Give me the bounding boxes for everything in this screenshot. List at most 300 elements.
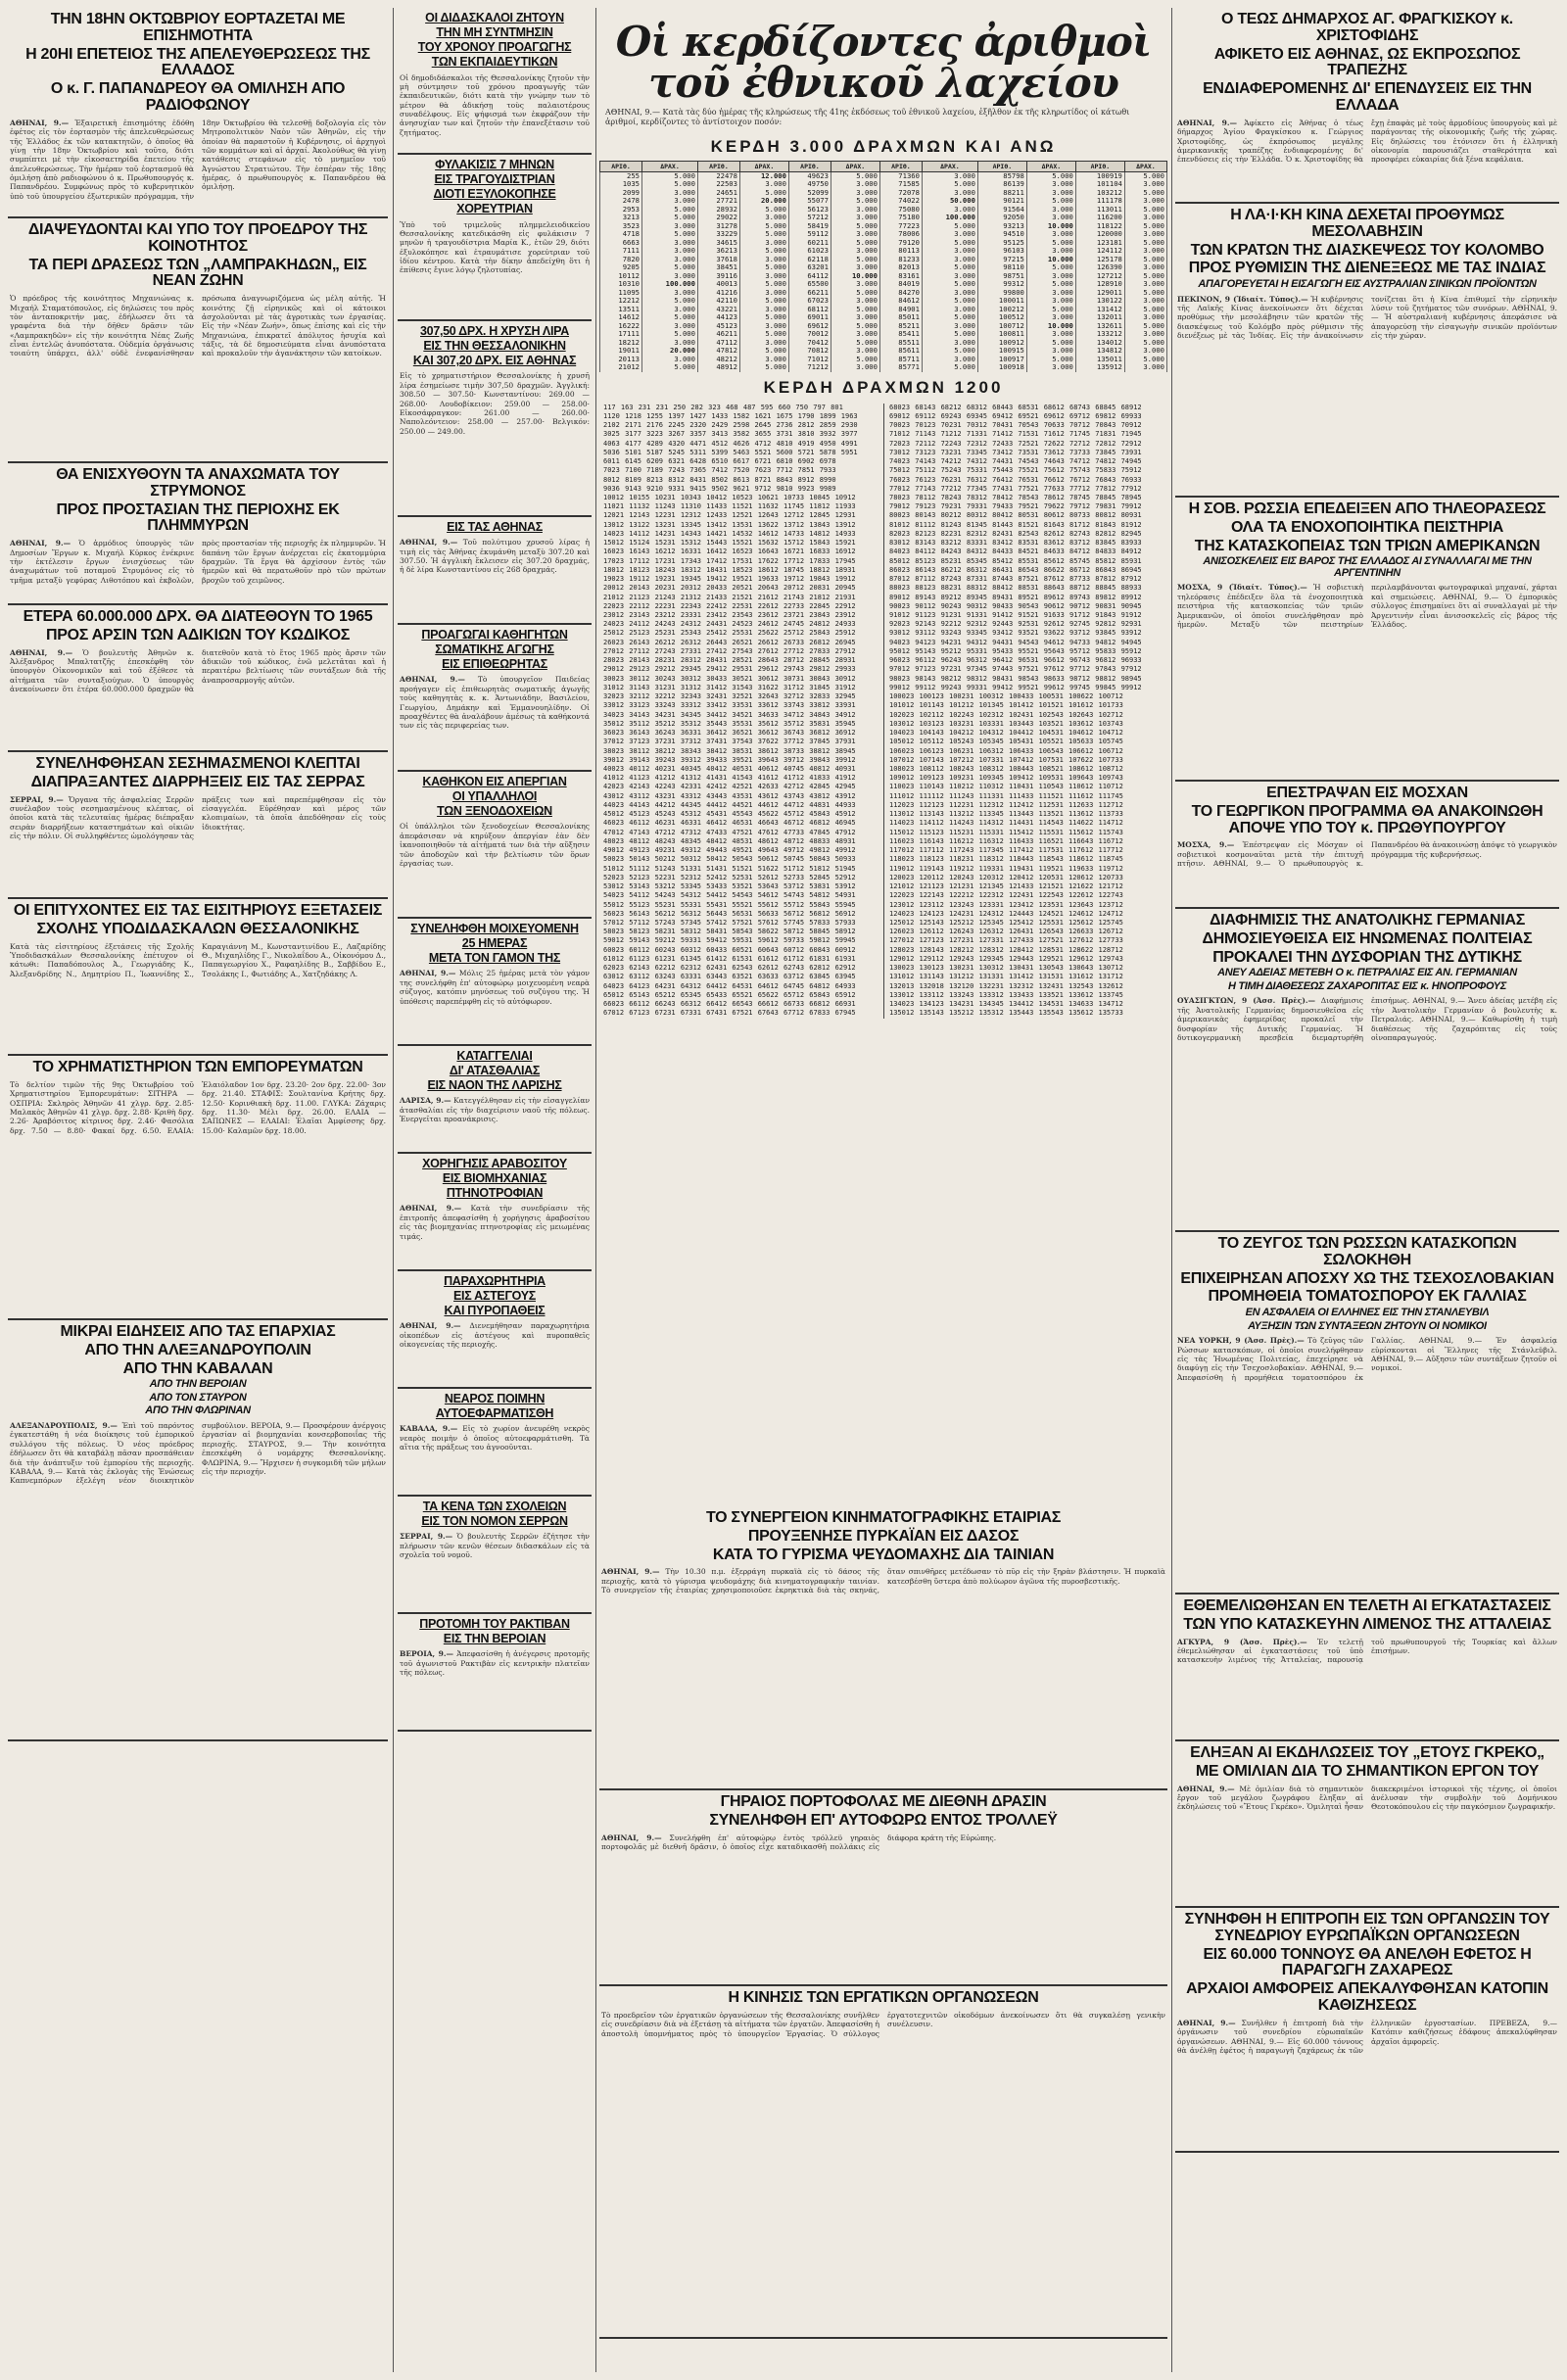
winning-numbers-line: 10012 10155 10231 10343 10412 10523 10621 10733 10845 10912 — [603, 493, 856, 501]
ticket-number: 71585 — [879, 180, 922, 188]
prize-amount: 3.000 — [922, 322, 977, 330]
prize-amount: 5.000 — [922, 297, 977, 305]
prize-amount: 3.000 — [922, 356, 977, 363]
winning-numbers-line: 19023 19112 19231 19345 19412 19521 19633 19712 19843 19912 — [603, 575, 856, 584]
article-body — [1177, 2019, 1557, 2056]
winning-numbers-line: 125012 125143 125212 125345 125412 125531 125612 125745 — [889, 918, 1123, 927]
prize-amount: 3.000 — [1124, 313, 1166, 321]
winning-numbers-line: 97012 97123 97231 97345 97443 97521 97612 97712 97843 97912 — [889, 665, 1142, 674]
winning-numbers-line: 100023 100123 100231 100312 100433 100531 100622 100712 — [889, 692, 1123, 701]
winning-numbers-line: 93012 93112 93243 93345 93412 93521 93622 93712 93845 93912 — [889, 629, 1142, 638]
article-subheadline: ΕΙΣ ΑΣΤΕΓΟΥΣ — [453, 1289, 536, 1304]
article-text: Οἱ ὑπάλληλοι τῶν ξενοδοχείων Θεσσαλονίκης ἀπεφάσισαν νὰ κηρύξουν ἀπεργίαν ἐὰν δὲν ἱκανοποιηθοῦν τὰ αἰτήματά των διὰ τὴν αὔξησιν τῶν ἀποδοχῶν καὶ τὴν βελτίωσιν τῶν ὅρων ἐργασίας των. — [400, 822, 590, 868]
winning-numbers-line: 135012 135143 135212 135312 135443 135543 135612 135733 — [889, 1009, 1123, 1018]
ticket-number: 100811 — [977, 330, 1026, 338]
ticket-number: 129011 — [1075, 289, 1124, 297]
winning-numbers-line: 55012 55123 55231 55331 55431 55521 55612 55712 55843 55945 — [603, 900, 856, 909]
article-subheadline: ΑΠΟ ΤΗΝ ΒΕΡΟΙΑΝ — [149, 1378, 247, 1391]
prize-amount: 50.000 — [922, 197, 977, 205]
prize-amount: 3.000 — [1026, 313, 1075, 321]
article-body — [1177, 119, 1557, 165]
winning-numbers-line: 46023 46112 46231 46331 46412 46531 46643 46712 46812 46945 — [603, 819, 856, 828]
article-subheadline: ΕΙΣ ΒΙΟΜΗΧΑΝΙΑΣ — [442, 1171, 547, 1186]
article-subheadline: ΑΡΧΑΙΟΙ ΑΜΦΟΡΕΙΣ ΑΠΕΚΑΛΥΦΘΗΣΑΝ ΚΑΤΟΠΙΝ ΚΑΘΙΖΗΣΕΩΣ — [1186, 1980, 1548, 2014]
winning-numbers-line: 29012 29123 29212 29345 29412 29531 29612 29743 29812 29933 — [603, 665, 856, 674]
ticket-number: 2099 — [600, 189, 642, 197]
prize-amount: 10.000 — [1026, 322, 1075, 330]
article-subheadline: 25 ΗΜΕΡΑΣ — [461, 936, 528, 951]
prize-amount: 3.000 — [739, 322, 788, 330]
prizes-col-header: ΔΡΑΧ. — [922, 162, 977, 172]
winning-numbers-line: 133012 133112 133243 133312 133433 133521 133612 133745 — [889, 990, 1123, 999]
ticket-number: 64112 — [788, 272, 831, 280]
winning-numbers-line: 111012 111112 111243 111331 111433 111521 111612 111745 — [889, 791, 1123, 800]
article-subheadline: Η 20ΗΙ ΕΠΕΤΕΙΟΣ ΤΗΣ ΑΠΕΛΕΥΘΕΡΩΣΕΩΣ ΤΗΣ ΕΛΛΑΔΟΣ — [25, 45, 370, 79]
prize-amount: 5.000 — [831, 172, 879, 181]
winning-numbers-line: 4063 4177 4289 4320 4471 4512 4626 4712 4810 4919 4950 4991 — [603, 439, 858, 448]
ticket-number: 68112 — [788, 306, 831, 313]
news-article — [398, 321, 592, 517]
prize-amount: 3.000 — [1026, 206, 1075, 214]
ticket-number: 72078 — [879, 189, 922, 197]
prize-amount: 5.000 — [642, 180, 698, 188]
article-body — [10, 294, 386, 358]
article-text: Κατὰ τὰς εἰσιτηρίους ἐξετάσεις τῆς Σχολῆς Ὑποδιδασκάλων Θεσσαλονίκης ἐπέτυχον οἱ κάτωθι: Παπαδόπουλος Ἀ., Γεωργιάδης Κ., Ἀλεξανδρίδης Ν., Δημητρίου Π., Ἰωαννίδης Σ., Καραγιάννη Μ., Κωνσταντινίδου Ε., Λαζαρίδης Θ., Μιχαηλίδης Γ., Νικολαΐδου Α., Οἰκονόμου Δ., Παπαγεωργίου Χ., Ραφαηλίδης Β., Σαββίδου Ε., Τσολάκης Ι., Φωτιάδης Α., Χατζηδάκης Λ. — [10, 941, 386, 978]
ticket-number: 90121 — [977, 197, 1026, 205]
article-headline: ΕΛΗΞΑΝ ΑΙ ΕΚΔΗΛΩΣΕΙΣ ΤΟΥ „ΕΤΟΥΣ ΓΚΡΕΚΟ„ — [1190, 1744, 1544, 1761]
article-headline: ΤΑ ΚΕΝΑ ΤΩΝ ΣΧΟΛΕΙΩΝ — [422, 1499, 567, 1513]
winning-numbers-line: 53012 53143 53212 53345 53433 53521 53643 53712 53831 53912 — [603, 882, 856, 891]
prizes-table-header — [600, 162, 1167, 172]
winning-numbers-line: 1120 1218 1255 1397 1427 1433 1582 1621 1675 1790 1899 1963 — [603, 411, 858, 420]
lottery-section-title: ΚΕΡΔΗ 3.000 ΔΡΑΧΜΩΝ ΚΑΙ ΑΝΩ — [710, 137, 1057, 156]
winning-numbers-line: 58023 58123 58231 58312 58431 58543 58622 58712 58845 58912 — [603, 928, 856, 936]
winning-numbers-line: 105012 105112 105243 105345 105431 105521 105633 105745 — [889, 738, 1123, 746]
prize-amount: 3.000 — [1026, 297, 1075, 305]
article-headline: ΚΑΤΑΓΓΕΛΙΑΙ — [456, 1049, 533, 1063]
news-article — [398, 1046, 592, 1154]
article-subheadline: ΟΛΑ ΤΑ ΕΝΟΧΟΠΟΙΗΤΙΚΑ ΠΕΙΣΤΗΡΙΑ — [1230, 518, 1504, 536]
news-article — [398, 155, 592, 321]
prize-amount: 3.000 — [831, 214, 879, 221]
winning-numbers-line: 13012 13122 13231 13345 13412 13531 13622 13712 13843 13912 — [603, 520, 856, 529]
article-body — [400, 969, 590, 1006]
article-subheadline: ΔΙΟΤΙ ΕΞΥΛΟΚΟΠΗΣΕ — [433, 187, 556, 202]
column-2 — [398, 8, 592, 2372]
article-headline: ΜΙΚΡΑΙ ΕΙΔΗΣΕΙΣ ΑΠΟ ΤΑΣ ΕΠΑΡΧΙΑΣ — [60, 1323, 336, 1340]
ticket-number: 69612 — [788, 322, 831, 330]
prize-amount: 3.000 — [922, 272, 977, 280]
winning-numbers-line: 128023 128143 128212 128312 128412 128531 128622 128712 — [889, 945, 1123, 954]
ticket-number: 85611 — [879, 347, 922, 355]
winning-numbers-line: 48023 48112 48243 48345 48412 48531 48612 48712 48833 48931 — [603, 836, 856, 845]
prize-amount: 5.000 — [831, 306, 879, 313]
news-article — [8, 1320, 388, 1741]
lottery-intro: ΑΘΗΝΑΙ, 9.— Κατὰ τὰς δύο ἡμέρας τῆς κληρώσεως τῆς 41ης ἐκδόσεως τοῦ ἐθνικοῦ λαχείου, ἐξῆλθον ἐκ τῆς κληρωτίδος οἱ κάτωθι ἀριθμοί, κερδίζοντες τὸ ἀντίστοιχον ποσόν: — [605, 108, 1130, 126]
article-dateline: ΜΟΣΧΑ, 9 (Ἰδιαίτ. Τύπος).— — [1177, 583, 1307, 593]
prize-amount: 3.000 — [831, 263, 879, 271]
ticket-number: 12212 — [600, 297, 642, 305]
lottery-masthead: Οἱ κερδίζοντες ἀριθμοὶ τοῦ ἐθνικοῦ λαχείου — [615, 18, 1152, 107]
article-text: Ἐν τελετῇ ἐθεμελιώθησαν αἱ ἐγκαταστάσεις τοῦ ὑπὸ κατασκευὴν λιμένος τῆς Ἀτταλείας, παρουσίᾳ τοῦ πρωθυπουργοῦ τῆς Τουρκίας καὶ ἄλλων ἐπισήμων. — [1177, 1637, 1557, 1665]
prize-amount: 3.000 — [1026, 247, 1075, 255]
ticket-number: 113011 — [1075, 206, 1124, 214]
article-body — [400, 1096, 590, 1123]
article-body — [10, 1421, 386, 1486]
article-dateline: ΝΕΑ ΥΟΡΚΗ, 9 (Ἀσσ. Πρὲς).— — [1177, 1336, 1305, 1346]
prize-amount: 5.000 — [1124, 322, 1166, 330]
ticket-number: 58419 — [788, 222, 831, 230]
article-text: Ἀφίκετο εἰς Ἀθήνας ὁ τέως δήμαρχος Ἁγίου Φραγκίσκου κ. Γεώργιος Χριστοφίδης, ὡς ἐκπρόσωπος μεγάλης ἀμερικανικῆς τραπέζης ἐνδιαφερομένης δι' ἐπενδύσεις εἰς τὴν Ἑλλάδα. Ὁ κ. Χριστοφίδης θὰ ἔχῃ ἐπαφὰς μὲ τοὺς ἁρμοδίους ὑπουργοὺς καὶ μὲ παράγοντας τῆς οἰκονομικῆς ζωῆς τῆς χώρας. Εἰς δηλώσεις του ἐτόνισεν ὅτι ἡ ἑλληνικὴ οἰκονομία παρουσιάζει σταθερότητα καὶ προσφέρει εὐκαιρίας διὰ ξένα κεφάλαια. — [1177, 118, 1557, 165]
ticket-number: 45123 — [697, 322, 739, 330]
winning-numbers-line: 59012 59143 59212 59331 59412 59531 59612 59733 59812 59945 — [603, 936, 856, 945]
winning-numbers-line: 74023 74143 74212 74312 74431 74543 74643 74712 74812 74945 — [889, 457, 1142, 466]
prize-amount: 3.000 — [642, 272, 698, 280]
article-dateline: ΑΘΗΝΑΙ, 9.— — [10, 118, 70, 127]
prize-amount: 5.000 — [739, 222, 788, 230]
prize-amount: 5.000 — [922, 239, 977, 247]
ticket-number: 84019 — [879, 280, 922, 288]
article-headline: ΣΥΝΗΦΘΗ Η ΕΠΙΤΡΟΠΗ ΕΙΣ ΤΩΝ ΟΡΓΑΝΩΣΙΝ ΤΟΥ ΣΥΝΕΔΡΙΟΥ ΕΥΡΩΠΑΪΚΩΝ ΟΡΓΑΝΩΣΕΩΝ — [1184, 1911, 1550, 1944]
article-headline: ΤΟ ΖΕΥΓΟΣ ΤΩΝ ΡΩΣΣΩΝ ΚΑΤΑΣΚΟΠΩΝ ΣΩΛΟΚΗΘΗ — [1217, 1235, 1517, 1268]
winning-numbers-line: 31012 31143 31231 31312 31412 31543 31622 31712 31845 31912 — [603, 683, 856, 691]
ticket-number: 82013 — [879, 263, 922, 271]
ticket-number: 120000 — [1075, 230, 1124, 238]
ticket-number: 70012 — [788, 330, 831, 338]
winning-numbers-line: 34023 34143 34231 34345 34412 34521 34633 34712 34843 34912 — [603, 710, 856, 719]
ticket-number: 37618 — [697, 256, 739, 263]
article-subheadline: ΚΑΤΑ ΤΟ ΓΥΡΙΣΜΑ ΨΕΥΔΟΜΑΧΗΣ ΔΙΑ ΤΑΙΝΙΑΝ — [712, 1546, 1055, 1563]
ticket-number: 31278 — [697, 222, 739, 230]
ticket-number: 91564 — [977, 206, 1026, 214]
article-text: Ἡ κυβέρνησις τῆς Λαϊκῆς Κίνας ἀνεκοίνωσεν ὅτι δέχεται προθύμως τὴν μεσολάβησιν τῶν κρατῶν τῆς διασκέψεως τοῦ Κολόμβο πρὸς ρύθμισιν τῆς διενέξεως μὲ τὰς Ἰνδίας. Εἰς τὴν ἀνακοίνωσιν τονίζεται ὅτι ἡ Κίνα ἐπιθυμεῖ τὴν εἰρηνικὴν λύσιν τοῦ ζητήματος τῶν συνόρων. ΑΘΗΝΑΙ, 9.— Ἡ αὐστραλιανὴ κυβέρνησις ἀπεφάσισε νὰ ἀπαγορεύσῃ τὴν εἰσαγωγὴν σινικῶν προϊόντων εἰς τὴν χώραν. — [1177, 294, 1557, 341]
article-text: Συνῆλθεν ἡ ἐπιτροπὴ διὰ τὴν ὀργάνωσιν τοῦ συνεδρίου εὐρωπαϊκῶν ὀργανώσεων. ΑΘΗΝΑΙ, 9.— Εἰς 60.000 τόννους θὰ ἀνέλθῃ ἐφέτος ἡ παραγωγὴ ζαχάρεως ἐκ τῶν ἑλληνικῶν ἐργοστασίων. ΠΡΕΒΕΖΑ, 9.— Κατόπιν καθιζήσεως ἐδάφους ἀπεκαλύφθησαν ἀρχαῖοι ἀμφορεῖς. — [1177, 2018, 1557, 2055]
news-article — [1175, 1232, 1559, 1595]
winning-numbers-line: 40023 40112 40231 40345 40412 40531 40612 40745 40812 40931 — [603, 765, 856, 773]
prize-amount: 5.000 — [739, 363, 788, 371]
winning-numbers-line: 124023 124123 124231 124312 124443 124521 124612 124712 — [889, 909, 1123, 918]
news-article — [1175, 909, 1559, 1232]
prize-amount: 5.000 — [831, 339, 879, 347]
winning-numbers-line: 62023 62143 62212 62312 62431 62543 62612 62743 62812 62912 — [603, 964, 856, 973]
winning-numbers-line: 27012 27112 27243 27331 27412 27543 27612 27712 27833 27912 — [603, 646, 856, 655]
article-text: Οἱ δημοδιδάσκαλοι τῆς Θεσσαλονίκης ζητοῦν τὴν μὴ σύντμησιν τοῦ χρόνου προαγωγῆς τῶν ἐκπαιδευτικῶν, διότι κατὰ τὴν γνώμην των τὸ μέτρον θὰ ἀδικήσῃ τοὺς παλαιοτέρους συναδέλφους. Εἰς ψήφισμά των ἐκφράζουν τὴν ἀνησυχίαν των καὶ ζητοῦν τὴν ἐπανεξέτασιν τοῦ ζητήματος. — [400, 72, 590, 137]
winning-numbers-line: 79012 79123 79231 79331 79433 79521 79622 79712 79831 79912 — [889, 502, 1142, 511]
ticket-number: 10310 — [600, 280, 642, 288]
ticket-number: 75080 — [879, 206, 922, 214]
winning-numbers-line: 30023 30112 30243 30312 30433 30521 30612 30731 30843 30912 — [603, 674, 856, 683]
winning-numbers-line: 101012 101143 101212 101345 101412 101521 101612 101733 — [889, 701, 1123, 710]
ticket-number: 135011 — [1075, 356, 1124, 363]
prize-amount: 3.000 — [642, 197, 698, 205]
article-body — [400, 220, 590, 275]
winning-numbers-line: 96023 96112 96243 96312 96412 96531 96612 96743 96812 96933 — [889, 656, 1142, 665]
ticket-number: 17111 — [600, 330, 642, 338]
winning-numbers-line: 67012 67123 67231 67331 67431 67521 67643 67712 67833 67945 — [603, 1009, 856, 1018]
prizes-col-header: ΑΡΙΘ. — [600, 162, 642, 172]
prize-amount: 3.000 — [922, 339, 977, 347]
prize-amount: 3.000 — [831, 363, 879, 371]
prize-amount: 5.000 — [831, 222, 879, 230]
winning-numbers-line: 41012 41123 41212 41312 41431 41543 41612 41712 41833 41912 — [603, 774, 856, 783]
winning-numbers-line: 24023 24112 24243 24312 24431 24523 24612 24745 24812 24933 — [603, 620, 856, 629]
winning-numbers-line: 26023 26143 26212 26312 26443 26521 26612 26733 26812 26945 — [603, 638, 856, 646]
winning-numbers-line: 95012 95143 95212 95331 95433 95521 95643 95712 95833 95912 — [889, 646, 1142, 655]
article-subheadline: Η ΤΙΜΗ ΔΙΑΘΕΣΕΩΣ ΖΑΧΑΡΟΠΙΤΑΣ ΕΙΣ κ. ΗΝΟΠΡΟΦΟΥΣ — [1227, 979, 1507, 992]
winning-numbers-line: 102023 102112 102243 102312 102431 102543 102643 102712 — [889, 710, 1123, 719]
news-article — [398, 1389, 592, 1497]
prize-amount: 20.000 — [642, 347, 698, 355]
ticket-number: 28932 — [697, 206, 739, 214]
article-body — [601, 1567, 1165, 1595]
winning-numbers-line: 68023 68143 68212 68312 68443 68531 68612 68743 68845 68912 — [889, 403, 1142, 411]
article-dateline: ΑΘΗΝΑΙ, 9.— — [400, 1204, 462, 1214]
ticket-number: 61023 — [788, 247, 831, 255]
prizes-table — [599, 161, 1167, 372]
prize-amount: 3.000 — [831, 313, 879, 321]
article-dateline: ΑΘΗΝΑΙ, 9.— — [1177, 2018, 1236, 2027]
column-1 — [8, 8, 388, 2372]
article-subheadline: ΠΡΟΚΑΛΕΙ ΤΗΝ ΔΥΣΦΟΡΙΑΝ ΤΗΣ ΔΥΤΙΚΗΣ — [1212, 948, 1522, 966]
article-headline: ΘΑ ΕΝΙΣΧΥΘΟΥΝ ΤΑ ΑΝΑΧΩΜΑΤΑ ΤΟΥ ΣΤΡΥΜΟΝΟΣ — [56, 466, 340, 500]
article-subheadline: Ο κ. Γ. ΠΑΠΑΝΔΡΕΟΥ ΘΑ ΟΜΙΛΗΣΗ ΑΠΟ ΡΑΔΙΟΦΩΝΟΥ — [50, 80, 346, 114]
article-body — [400, 1321, 590, 1349]
prize-amount: 5.000 — [831, 289, 879, 297]
article-subheadline: ΔΙ' ΑΤΑΣΘΑΛΙΑΣ — [449, 1064, 541, 1078]
winning-numbers-line: 7023 7100 7189 7243 7365 7412 7520 7623 7712 7851 7933 — [603, 466, 836, 475]
winning-numbers-line: 65012 65143 65212 65345 65433 65521 65622 65712 65843 65912 — [603, 990, 856, 999]
article-text: Ὁ ἁρμόδιος ὑπουργὸς τῶν Δημοσίων Ἔργων κ. Μιχαήλ Κύρκος ἐνέκρινε τὴν ἐκτέλεσιν ἔργων ἐνισχύσεως τῶν ἀναχωμάτων τοῦ ποταμοῦ Στρυμόνος εἰς τὸ τμῆμα μεταξὺ γεφύρας Λιθοτόπου καὶ ἐκβολῶν, πρὸς προστασίαν τῆς περιοχῆς ἐκ πλημμυρῶν. Ἡ δαπάνη τῶν ἔργων ἀνέρχεται εἰς ἑκατομμύρια δραχμῶν. Τὰ ἔργα θὰ ἀρχίσουν ἐντὸς τῶν ἡμερῶν καὶ θὰ περατωθοῦν πρὸ τῶν πρώτων βροχῶν τοῦ χειμῶνος. — [10, 539, 386, 585]
article-text: Τοῦ πολύτιμου χρυσοῦ λίρας ἡ τιμὴ εἰς τὰς Ἀθήνας ἐκυμάνθη μεταξὺ 307.20 καὶ 307.50. Ἡ ἀγγλικὴ ἔκλεισεν εἰς 307.20 δραχμάς, ἡ δὲ λίρα Κωνσταντίνου εἰς 268 δραχμάς. — [400, 538, 590, 575]
winning-numbers-line: 83012 83143 83212 83331 83412 83531 83612 83712 83845 83933 — [889, 539, 1142, 547]
prize-amount: 3.000 — [1124, 297, 1166, 305]
ticket-number: 99800 — [977, 289, 1026, 297]
prize-amount: 5.000 — [1124, 306, 1166, 313]
article-subheadline: ΑΠΟ ΤΟΝ ΣΤΑΥΡΟΝ — [149, 1391, 247, 1404]
prize-amount: 5.000 — [1026, 172, 1075, 181]
ticket-number: 2953 — [600, 206, 642, 214]
ticket-number: 79120 — [879, 239, 922, 247]
article-subheadline: ΣΥΝΕΛΗΦΘΗ ΕΠ' ΑΥΤΟΦΩΡΩ ΕΝΤΟΣ ΤΡΟΛΛΕΫ — [709, 1811, 1058, 1829]
article-subheadline: ΑΦΙΚΕΤΟ ΕΙΣ ΑΘΗΝΑΣ, ΩΣ ΕΚΠΡΟΣΩΠΟΣ ΤΡΑΠΕΖΗΣ — [1213, 45, 1521, 79]
article-subheadline: ΑΠΟ ΤΗΝ ΦΛΩΡΙΝΑΝ — [145, 1404, 251, 1417]
winning-numbers-line: 116023 116143 116212 116312 116433 116521 116643 116712 — [889, 836, 1123, 845]
news-article — [398, 919, 592, 1046]
prize-amount: 3.000 — [642, 256, 698, 263]
prize-amount: 3.000 — [922, 247, 977, 255]
winning-numbers-line: 80023 80143 80212 80312 80412 80531 80612 80733 80812 80931 — [889, 511, 1142, 520]
ticket-number: 20113 — [600, 356, 642, 363]
ticket-number: 77223 — [879, 222, 922, 230]
winning-numbers-line: 18012 18123 18243 18312 18431 18523 18612 18745 18812 18931 — [603, 565, 856, 574]
winning-numbers-line: 106023 106123 106231 106312 106433 106543 106612 106712 — [889, 746, 1123, 755]
news-article — [398, 772, 592, 919]
article-subheadline: ΠΡΟΣ ΑΡΣΙΝ ΤΩΝ ΑΔΙΚΙΩΝ ΤΟΥ ΚΩΔΙΚΟΣ — [45, 626, 351, 643]
ticket-number: 21012 — [600, 363, 642, 371]
ticket-number: 2478 — [600, 197, 642, 205]
winning-numbers-line: 72023 72112 72243 72312 72433 72521 72622 72712 72812 72912 — [889, 439, 1142, 448]
winning-numbers-line: 82023 82123 82231 82312 82431 82543 82612 82743 82812 82945 — [889, 529, 1142, 538]
winning-numbers-line: 25012 25123 25231 25343 25412 25531 25622 25712 25843 25912 — [603, 629, 856, 638]
prize-amount: 5.000 — [1124, 289, 1166, 297]
article-subheadline: ΠΡΟΣ ΡΥΘΜΙΣΙΝ ΤΗΣ ΔΙΕΝΕΞΕΩΣ ΜΕ ΤΑΣ ΙΝΔΙΑΣ — [1188, 260, 1546, 277]
news-article — [1175, 8, 1559, 204]
prize-amount: 3.000 — [1124, 247, 1166, 255]
winning-numbers-line: 110023 110143 110212 110312 110431 110543 110612 110712 — [889, 783, 1123, 791]
prize-amount: 5.000 — [922, 347, 977, 355]
ticket-number: 125178 — [1075, 256, 1124, 263]
article-dateline: ΑΓΚΥΡΑ, 9 (Ἀσσ. Πρὲς).— — [1177, 1637, 1307, 1646]
ticket-number: 40013 — [697, 280, 739, 288]
prize-amount: 3.000 — [1026, 230, 1075, 238]
ticket-number: 83161 — [879, 272, 922, 280]
ticket-number: 131412 — [1075, 306, 1124, 313]
prize-amount: 3.000 — [1124, 280, 1166, 288]
ticket-number: 85798 — [977, 172, 1026, 181]
article-headline: ΔΙΑΨΕΥΔΟΝΤΑΙ ΚΑΙ ΥΠΟ ΤΟΥ ΠΡΟΕΔΡΟΥ ΤΗΣ ΚΟΙΝΟΤΗΤΟΣ — [27, 221, 368, 255]
ticket-number: 100915 — [977, 347, 1026, 355]
winning-numbers-line: 15012 15124 15231 15312 15443 15521 15632 15712 15843 15921 — [603, 539, 856, 547]
prize-amount: 5.000 — [1026, 339, 1075, 347]
ticket-number: 133212 — [1075, 330, 1124, 338]
prize-amount: 5.000 — [922, 180, 977, 188]
winning-numbers-line: 44023 44143 44212 44345 44412 44521 44612 44712 44831 44933 — [603, 800, 856, 809]
prize-amount: 3.000 — [642, 289, 698, 297]
article-body — [1177, 840, 1557, 868]
article-text: Ὁ πρόεδρος τῆς κοινότητος Μηχανιώνας κ. Μιχαήλ Σταματόπουλος, εἰς δηλώσεις του πρὸς τὸν ἀνταποκριτήν μας, ἐδήλωσεν ὅτι τὰ γραφέντα διὰ τὴν δῆθεν δρᾶσιν τῶν «Λαμπρακηδῶν» εἰς τὴν κοινότητα Νέας Ζωῆς εἶναι ἐντελῶς ἀνυπόστατα. Οὐδεμία ὀργάνωσις τοιαύτη ὑπάρχει, ἀλλ' οὐδὲ ἐνεφανίσθησαν πρόσωπα ἀναγνωριζόμενα ὡς μέλη αὐτῆς. Ἡ κοινότης ζῇ εἰρηνικῶς καὶ οἱ κάτοικοι ἀσχολοῦνται μὲ τὰς ἀγροτικὰς των ἐργασίας. Εἰς τὴν «Νέαν Ζωήν», ὅπως ἐπίσης καὶ εἰς τὴν Μηχανιώνα, ἐπικρατεῖ ἀπόλυτος ἡσυχία καὶ τάξις, τὰ δὲ δημοσιεύματα εἶναι ἀνυπόστατα καὶ προκαλοῦν τὴν ἀγανάκτησιν τῶν κατοίκων. — [10, 294, 386, 358]
article-subheadline: ΠΡΟΥΞΕΝΗΣΕ ΠΥΡΚΑΪΑΝ ΕΙΣ ΔΑΣΟΣ — [747, 1527, 1020, 1545]
prize-amount: 5.000 — [739, 189, 788, 197]
article-text: Ἡ σοβιετικὴ τηλεόρασις ἐπέδειξεν ὅλα τὰ ἐνοχοποιητικὰ πειστήρια τῆς κατασκοπείας τῶν τριῶν Ἀμερικανῶν, οἱ ὁποῖοι συνελήφθησαν πρὸ ἡμερῶν. Μεταξὺ τῶν πειστηρίων περιλαμβάνονται φωτογραφικαὶ μηχαναί, χάρται καὶ σημειώσεις. ΑΘΗΝΑΙ, 9.— Ὁ ἐμπορικὸς σύλλογος ἐπισημαίνει ὅτι αἱ συναλλαγαὶ μὲ τὴν Ἀργεντινὴν εἶναι ἀνισοσκελεῖς εἰς βάρος τῆς Ἑλλάδος. — [1177, 583, 1557, 629]
ticket-number: 100512 — [977, 313, 1026, 321]
prize-amount: 5.000 — [1026, 356, 1075, 363]
article-dateline: ΑΘΗΝΑΙ, 9.— — [1177, 1784, 1235, 1793]
news-article — [8, 605, 388, 752]
prize-amount: 3.000 — [922, 206, 977, 214]
winning-numbers-line: 109012 109123 109231 109345 109412 109531 109643 109743 — [889, 774, 1123, 783]
winning-numbers-line: 86023 86143 86212 86312 86431 86543 86622 86712 86843 86945 — [889, 565, 1142, 574]
prize-amount: 5.000 — [1026, 280, 1075, 288]
prize-amount: 3.000 — [1026, 289, 1075, 297]
prize-amount: 100.000 — [642, 280, 698, 288]
ticket-number: 97215 — [977, 256, 1026, 263]
ticket-number: 85211 — [879, 322, 922, 330]
article-headline: ΓΗΡΑΙΟΣ ΠΟΡΤΟΦΟΛΑΣ ΜΕ ΔΙΕΘΝΗ ΔΡΑΣΙΝ — [720, 1793, 1047, 1810]
ticket-number: 63201 — [788, 263, 831, 271]
ticket-number: 96103 — [977, 247, 1026, 255]
article-headline: ΣΥΝΕΛΗΦΘΗ ΜΟΙΧΕΥΟΜΕΝΗ — [410, 922, 579, 935]
article-body — [10, 539, 386, 585]
prize-amount: 5.000 — [642, 297, 698, 305]
ticket-number: 103212 — [1075, 189, 1124, 197]
prizes-col-header: ΑΡΙΘ. — [879, 162, 922, 172]
ticket-number: 27721 — [697, 197, 739, 205]
article-body — [400, 1424, 590, 1452]
ticket-number: 7820 — [600, 256, 642, 263]
winning-numbers-line: 115012 115123 115231 115331 115412 115531 115612 115743 — [889, 828, 1123, 836]
ticket-number: 1035 — [600, 180, 642, 188]
winning-numbers-line: 120023 120112 120243 120312 120412 120531 120612 120733 — [889, 873, 1123, 881]
prize-amount: 12.000 — [739, 172, 788, 181]
ticket-number: 92050 — [977, 214, 1026, 221]
article-subheadline: ΑΠΑΓΟΡΕΥΕΤΑΙ Η ΕΙΣΑΓΩΓΗ ΕΙΣ ΑΥΣΤΡΑΛΙΑΝ ΣΙΝΙΚΩΝ ΠΡΟΪΟΝΤΩΝ — [1198, 278, 1537, 291]
ticket-number: 85771 — [879, 363, 922, 371]
winning-numbers-line: 50023 50143 50212 50312 50412 50543 50612 50745 50843 50933 — [603, 855, 856, 864]
prize-amount: 5.000 — [739, 263, 788, 271]
winning-numbers-line: 134023 134123 134231 134345 134412 134531 134633 134712 — [889, 1000, 1123, 1009]
article-body — [601, 2011, 1165, 2038]
prize-amount: 5.000 — [642, 313, 698, 321]
news-article — [398, 625, 592, 772]
article-headline: ΤΟ ΧΡΗΜΑΤΙΣΤΗΡΙΟΝ ΤΩΝ ΕΜΠΟΡΕΥΜΑΤΩΝ — [32, 1059, 363, 1075]
ticket-number: 130122 — [1075, 297, 1124, 305]
winning-numbers-line: 49012 49123 49231 49312 49443 49521 49643 49712 49812 49912 — [603, 846, 856, 855]
article-text: Ὁ βουλευτὴς Ἀθηνῶν κ. Ἀλέξανδρος Μπαλτατζῆς ἐπεσκέφθη τὸν ὑπουργὸν Οἰκονομικῶν καὶ τοῦ ἐξέθεσε τὰ αἰτήματα τῶν συνταξιούχων. Ὁ ὑπουργὸς ἀνεκοίνωσεν ὅτι ἑτέρα 60.000.000 δραχμῶν θὰ διατεθοῦν κατὰ τὸ ἔτος 1965 πρὸς ἄρσιν τῶν ἀδικιῶν τοῦ κώδικος, ἐνῶ μελετᾶται καὶ ἡ περαιτέρω βελτίωσις τῶν συντάξεων διὰ τῆς ἀναπροσαρμογῆς αὐτῶν. — [10, 647, 386, 694]
prize-amount: 5.000 — [831, 197, 879, 205]
article-headline: ΠΡΟΑΓΩΓΑΙ ΚΑΘΗΓΗΤΩΝ — [421, 628, 568, 642]
article-body — [400, 538, 590, 575]
prize-amount: 5.000 — [1124, 356, 1166, 363]
prize-amount: 3.000 — [739, 239, 788, 247]
winning-numbers-line: 69012 69112 69243 69345 69412 69521 69612 69712 69812 69933 — [889, 411, 1142, 420]
winning-numbers-line: 8012 8109 8213 8312 8431 8502 8613 8721 8843 8912 8990 — [603, 475, 836, 484]
winning-numbers-line: 123012 123112 123243 123331 123412 123531 123643 123712 — [889, 900, 1123, 909]
ticket-number: 47112 — [697, 339, 739, 347]
article-headline: ΔΙΑΦΗΜΙΣΙΣ ΤΗΣ ΑΝΑΤΟΛΙΚΗΣ ΓΕΡΜΑΝΙΑΣ — [1209, 912, 1526, 928]
ticket-number: 134812 — [1075, 347, 1124, 355]
article-body — [400, 822, 590, 868]
article-subheadline: ΔΗΜΟΣΙΕΥΘΕΙΣΑ ΕΙΣ ΗΝΩΜΕΝΑΣ ΠΟΛΙΤΕΙΑΣ — [1202, 929, 1533, 947]
ticket-number: 100212 — [977, 306, 1026, 313]
ticket-number: 49623 — [788, 172, 831, 181]
article-subheadline: ΤΟ ΓΕΩΡΓΙΚΟΝ ΠΡΟΓΡΑΜΜΑ ΘΑ ΑΝΑΚΟΙΝΩΘΗ ΑΠΟΨΕ ΥΠΟ ΤΟΥ κ. ΠΡΩΘΥΠΟΥΡΓΟΥ — [1191, 802, 1543, 836]
article-text: Τὸ προεδρεῖον τῶν ἐργατικῶν ὀργανώσεων τῆς Θεσσαλονίκης συνῆλθεν εἰς συνεδρίασιν διὰ νὰ ἐξετάσῃ τὰ αἰτήματα τῶν ἐργατῶν. Ἀπεφασίσθη ἡ ἀποστολὴ ὑπομνήματος πρὸς τὸ ὑπουργεῖον Ἐργασίας. Ὁ σύλλογος ἐργατοτεχνιτῶν οἰκοδόμων ἀνεκοίνωσεν ὅτι θὰ συγκαλέσῃ γενικὴν συνέλευσιν. — [601, 2010, 1165, 2038]
winning-numbers-line: 54023 54112 54243 54312 54412 54543 54612 54743 54812 54931 — [603, 891, 856, 900]
article-text: Τὸ ὑπουργεῖον Παιδείας προήγαγεν εἰς ἐπιθεωρητὰς σωματικῆς ἀγωγῆς τοὺς καθηγητὰς κ. κ. Ἀντωνιάδην, Βασιλείου, Γεωργίου, Δημάκην καὶ Ἐμμανουηλίδην. Οἱ προαχθέντες θὰ ἀναλάβουν ἀμέσως τὰ καθήκοντά των εἰς τὰς περιφερείας των. — [400, 675, 590, 731]
ticket-number: 71360 — [879, 172, 922, 181]
prize-amount: 3.000 — [1026, 214, 1075, 221]
article-subheadline: ΠΤΗΝΟΤΡΟΦΙΑΝ — [446, 1186, 544, 1201]
ticket-number: 78006 — [879, 230, 922, 238]
prize-amount: 3.000 — [831, 230, 879, 238]
winning-numbers-line: 122023 122143 122212 122312 122431 122543 122612 122743 — [889, 891, 1123, 900]
ticket-number: 100011 — [977, 297, 1026, 305]
article-headline: Η ΣΟΒ. ΡΩΣΣΙΑ ΕΠΕΔΕΙΞΕΝ ΑΠΟ ΤΗΛΕΟΡΑΣΕΩΣ — [1188, 500, 1546, 517]
winning-numbers-line: 64023 64123 64231 64312 64412 64531 64612 64745 64812 64933 — [603, 981, 856, 990]
ticket-number: 7111 — [600, 247, 642, 255]
article-headline: ΤΟ ΣΥΝΕΡΓΕΙΟΝ ΚΙΝΗΜΑΤΟΓΡΑΦΙΚΗΣ ΕΤΑΙΡΙΑΣ — [705, 1509, 1062, 1526]
prize-amount: 5.000 — [739, 280, 788, 288]
winning-numbers-line: 3025 3177 3223 3267 3357 3413 3582 3655 3731 3810 3932 3977 — [603, 430, 858, 439]
article-subheadline: ΠΡΟΣ ΠΡΟΣΤΑΣΙΑΝ ΤΗΣ ΠΕΡΙΟΧΗΣ ΕΚ ΠΛΗΜΜΥΡΩΝ — [56, 500, 340, 535]
winning-numbers-line: 98023 98143 98212 98312 98431 98543 98633 98712 98812 98945 — [889, 674, 1142, 683]
winning-numbers-line: 33012 33123 33243 33312 33412 33531 33612 33743 33812 33931 — [603, 701, 856, 710]
bottom-articles — [599, 1506, 1167, 2372]
article-dateline: ΑΘΗΝΑΙ, 9.— — [601, 1567, 660, 1577]
winning-numbers-line: 71012 71143 71212 71331 71412 71531 71612 71745 71831 71945 — [889, 430, 1142, 439]
ticket-number: 84270 — [879, 289, 922, 297]
prize-amount: 5.000 — [831, 256, 879, 263]
article-subheadline: ΑΝΕΥ ΑΔΕΙΑΣ ΜΕΤΕΒΗ Ο κ. ΠΕΤΡΑΛΙΑΣ ΕΙΣ ΑΝ. ΓΕΡΜΑΝΙΑΝ — [1217, 967, 1517, 979]
prize-amount: 3.000 — [831, 297, 879, 305]
prize-amount: 3.000 — [831, 206, 879, 214]
ticket-number: 6663 — [600, 239, 642, 247]
article-body — [1177, 1785, 1557, 1812]
ticket-number: 43221 — [697, 306, 739, 313]
article-headline: ΕΠΕΣΤΡΑΨΑΝ ΕΙΣ ΜΟΣΧΑΝ — [1266, 785, 1468, 801]
article-subheadline: ΤΟΥ ΧΡΟΝΟΥ ΠΡΟΑΓΩΓΗΣ — [417, 40, 572, 55]
ticket-number: 85011 — [879, 313, 922, 321]
